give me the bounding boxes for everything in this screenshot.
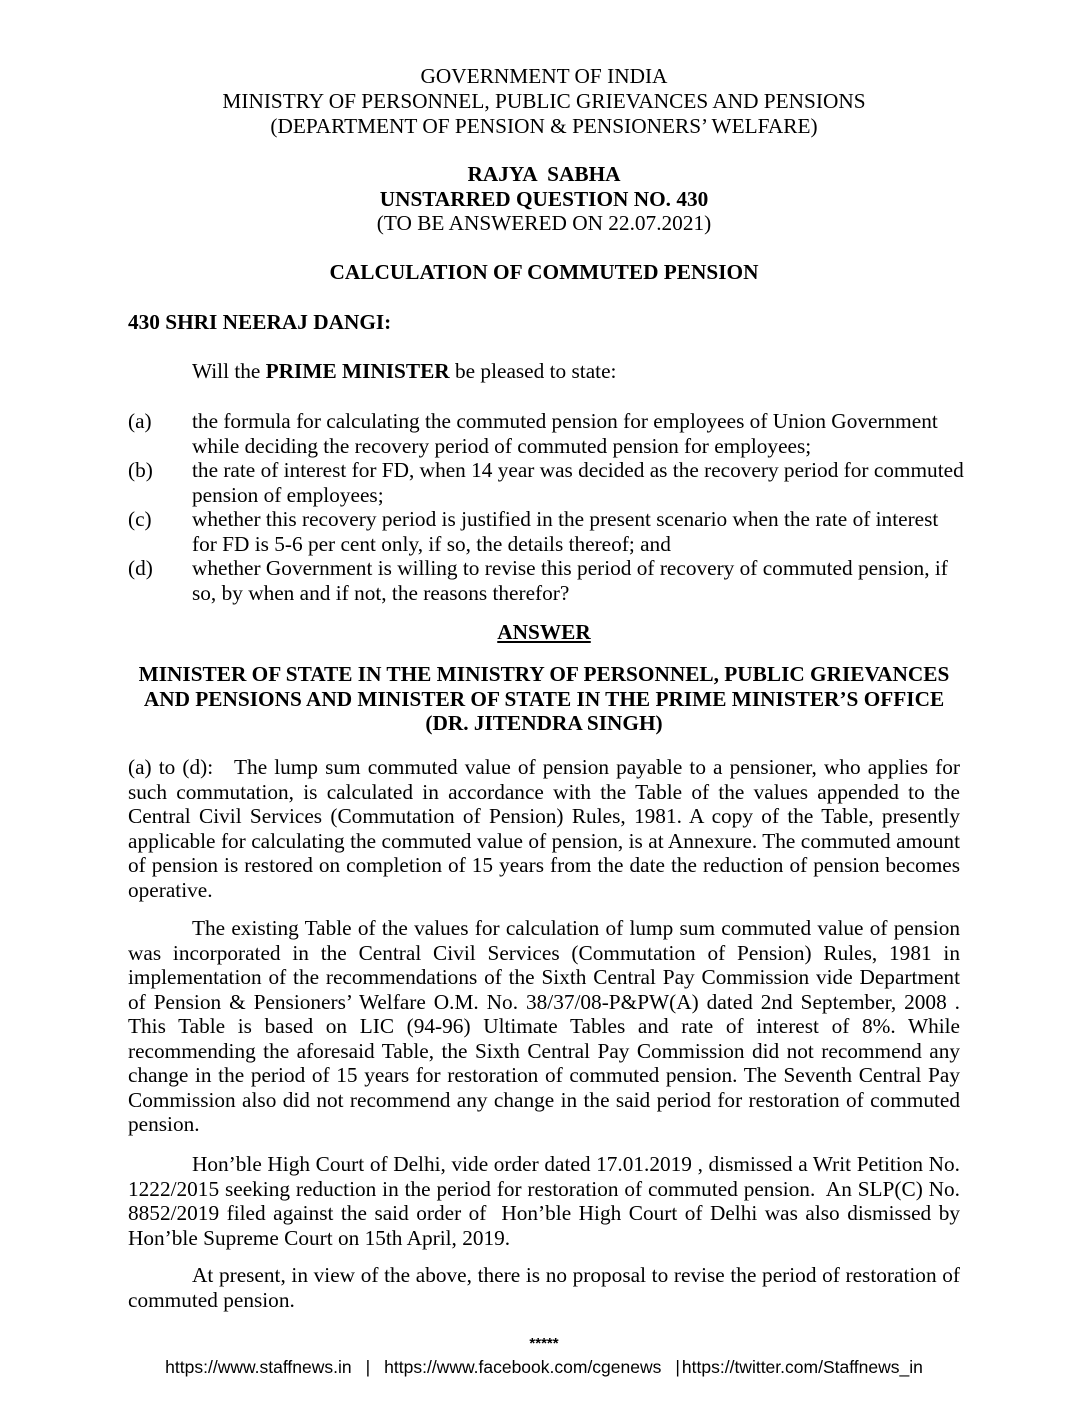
answer-date: (TO BE ANSWERED ON 22.07.2021): [376, 211, 712, 235]
header-ministry: MINISTRY OF PERSONNEL, PUBLIC GRIEVANCES AND PENSIONS: [222, 89, 866, 113]
question-subject: CALCULATION OF COMMUTED PENSION: [329, 260, 759, 284]
question-part: [128, 409, 968, 458]
minister-line-1: MINISTER OF STATE IN THE MINISTRY OF PERSONNEL, PUBLIC GRIEVANCES: [138, 662, 950, 686]
document-header: [0, 64, 1088, 139]
intro-addressee: PRIME MINISTER: [265, 359, 450, 383]
question-parts: [128, 409, 968, 605]
part-text: the formula for calculating the commuted pension for employees of Union Government while deciding the recovery period of commuted pension for employees;: [192, 409, 938, 458]
header-government: GOVERNMENT OF INDIA: [420, 64, 668, 88]
house-name: RAJYA SABHA: [467, 162, 621, 186]
end-mark: *****: [529, 1335, 559, 1352]
footer-separator: |: [365, 1357, 371, 1377]
intro-prefix: Will the: [192, 359, 266, 383]
answer-paragraph: Hon’ble High Court of Delhi, vide order dated 17.01.2019 , dismissed a Writ Petition No. 1222/2015 seeking reduction in the period for restoration of commuted pension. An SLP(C) No. 8852/2019 filed against the said order of Hon’ble High Court of Delhi was also dismissed by Hon’ble Supreme Court on 15th April, 2019.: [128, 1152, 966, 1250]
part-text: whether this recovery period is justified in the present scenario when the rate of interest for FD is 5-6 per cent only, if so, the details thereof; and: [192, 507, 939, 556]
intro-suffix: be pleased to state:: [449, 359, 617, 383]
footer-link-twitter[interactable]: https://twitter.com/Staffnews_in: [681, 1357, 923, 1377]
header-department: (DEPARTMENT OF PENSION & PENSIONERS’ WELFARE): [270, 114, 818, 138]
footer-link-staffnews[interactable]: https://www.staffnews.in: [165, 1357, 352, 1377]
part-text: whether Government is willing to revise this period of recovery of commuted pension, if so, by when and if not, the reasons therefor?: [192, 556, 948, 605]
question-intro: [192, 359, 616, 384]
minister-name: (DR. JITENDRA SINGH): [425, 711, 663, 735]
part-label: (d): [128, 556, 153, 580]
part-text: the rate of interest for FD, when 14 year was decided as the recovery period for commuted pension of employees;: [192, 458, 964, 507]
part-label: (c): [128, 507, 152, 531]
question-part: [128, 458, 968, 507]
question-number: UNSTARRED QUESTION NO. 430: [379, 186, 709, 211]
answer-paragraph: The existing Table of the values for calculation of lump sum commuted value of pension was incorporated in the Central Civil Services (Commutation of Pension) Rules, 1981 in implementation of the recommendations of the Sixth Central Pay Commission vide Department of Pension & Pensioners’ Welfare O.M. No. 38/37/08-P&PW(A) dated 2nd September, 2008 . This Table is based on LIC (94-96) Ultimate Tables and rate of interest of 8%. While recommending the aforesaid Table, the Sixth Central Pay Commission did not recommend any change in the period of 15 years for restoration of commuted pension. The Seventh Central Pay Commission also did not recommend any change in the said period for restoration of commuted pension.: [128, 916, 960, 1136]
answer-paragraph: At present, in view of the above, there is no proposal to revise the period of restoration of commuted pension.: [128, 1263, 960, 1312]
minister-line-2: AND PENSIONS AND MINISTER OF STATE IN THE PRIME MINISTER’S OFFICE: [143, 686, 945, 711]
part-label: (a): [128, 409, 152, 433]
footer-separator: |: [675, 1357, 680, 1377]
question-info: [0, 162, 1088, 236]
footer-links: [0, 1356, 1088, 1378]
question-part: [128, 556, 968, 605]
member-name: 430 SHRI NEERAJ DANGI:: [128, 310, 392, 334]
answer-paragraph: (a) to (d): The lump sum commuted value of pension payable to a pensioner, who applies for such commutation, is calculated in accordance with the Table of the values appended to the Central Civil Services (Commutation of Pension) Rules, 1981. A copy of the Table, presently applicable for calculating the commuted value of pension, is at Annexure. The commuted amount of pension is restored on completion of 15 years from the date the reduction of pension becomes operative.: [128, 755, 966, 902]
answer-heading: ANSWER: [497, 620, 591, 644]
minister-block: [0, 662, 1088, 736]
part-label: (b): [128, 458, 153, 482]
question-part: [128, 507, 968, 556]
footer-link-facebook[interactable]: https://www.facebook.com/cgenews: [384, 1357, 662, 1377]
